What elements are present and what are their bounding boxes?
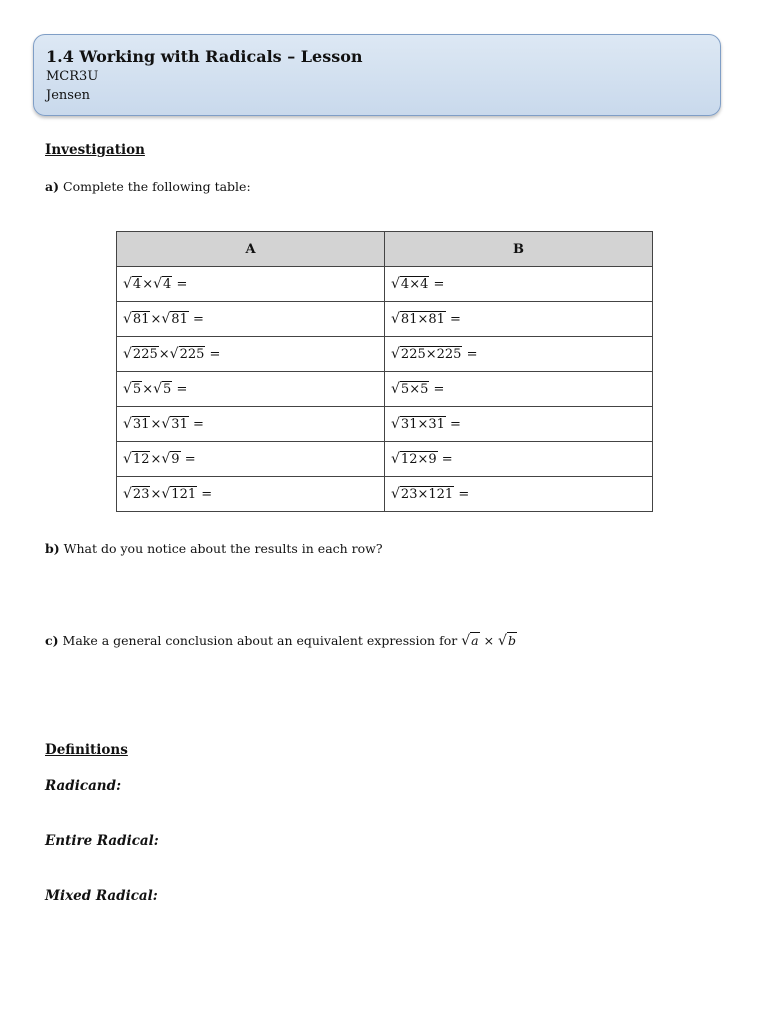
radical: √12×9: [391, 451, 437, 467]
cell-a: [117, 372, 385, 407]
radical: √225: [123, 346, 158, 362]
equals-symbol: =: [209, 347, 221, 362]
equals-symbol: =: [466, 347, 478, 362]
radical-b: √b: [498, 633, 516, 649]
equals-symbol: =: [433, 277, 445, 292]
cell-b: [385, 477, 653, 512]
definitions-heading: Definitions: [45, 742, 128, 758]
cell-b: [385, 302, 653, 337]
radical: √4: [123, 276, 142, 292]
radical: √81×81: [391, 311, 445, 327]
radicand: 225: [179, 347, 205, 362]
question-b-text: What do you notice about the results in each row?: [63, 541, 383, 556]
product-of-radicals: [123, 417, 204, 432]
general-expression: [461, 633, 517, 648]
times-symbol: ×: [158, 347, 170, 362]
radical: √225×225: [391, 346, 462, 362]
table-row: [117, 407, 653, 442]
radicand: 81: [171, 312, 188, 327]
radical: √81: [123, 311, 150, 327]
cell-a: [117, 442, 385, 477]
radicand: 121: [171, 487, 197, 502]
question-b-label: b): [45, 541, 60, 556]
radicand: 31: [171, 417, 188, 432]
equals-symbol: =: [192, 417, 204, 432]
radical: √31×31: [391, 416, 445, 432]
table-row: [117, 302, 653, 337]
definition-mixed-radical: Mixed Radical:: [45, 888, 158, 904]
radical: √5: [123, 381, 142, 397]
radical-of-product: [391, 312, 461, 327]
course-code: MCR3U: [46, 69, 99, 84]
cell-a: [117, 477, 385, 512]
radicand: 23: [132, 487, 150, 502]
radical: √31: [123, 416, 150, 432]
table-row: [117, 267, 653, 302]
radicand-b: b: [507, 633, 516, 648]
product-of-radicals: [123, 487, 212, 502]
radicand: 225×225: [400, 347, 462, 362]
radical-of-product: [391, 347, 478, 362]
radical-of-product: [391, 382, 444, 397]
product-of-radicals: [123, 277, 187, 292]
radical: √31: [161, 416, 188, 432]
radical: √225: [169, 346, 205, 362]
radicand: 4: [132, 277, 142, 292]
product-of-radicals: [123, 452, 196, 467]
product-of-radicals: [123, 347, 220, 362]
radicand-a: a: [471, 633, 479, 648]
question-c: [45, 633, 517, 649]
equals-symbol: =: [176, 277, 188, 292]
times-symbol: ×: [150, 417, 162, 432]
times-symbol: ×: [142, 382, 154, 397]
radicand: 81: [132, 312, 150, 327]
cell-a: [117, 407, 385, 442]
definition-entire-radical: Entire Radical:: [45, 833, 159, 849]
column-header-b: B: [385, 232, 653, 267]
investigation-heading: Investigation: [45, 142, 145, 158]
question-a-text: Complete the following table:: [63, 179, 251, 194]
cell-b: [385, 407, 653, 442]
radicand: 4×4: [400, 277, 429, 292]
radical: √5: [153, 381, 172, 397]
cell-a: [117, 267, 385, 302]
radicand: 23×121: [400, 487, 454, 502]
equals-symbol: =: [450, 312, 461, 327]
radical-of-product: [391, 487, 469, 502]
table-row: [117, 442, 653, 477]
equals-symbol: =: [433, 382, 445, 397]
times-symbol: ×: [483, 633, 495, 648]
product-of-radicals: [123, 382, 187, 397]
times-symbol: ×: [150, 312, 162, 327]
lesson-title: 1.4 Working with Radicals – Lesson: [46, 47, 363, 66]
equals-symbol: =: [192, 312, 204, 327]
radical-of-product: [391, 417, 461, 432]
table-body: [117, 267, 653, 512]
times-symbol: ×: [150, 452, 162, 467]
radicals-table: [116, 231, 653, 512]
cell-a: [117, 337, 385, 372]
radical-a: √a: [461, 633, 479, 649]
radicand: 31: [132, 417, 150, 432]
question-c-label: c): [45, 633, 59, 648]
times-symbol: ×: [142, 277, 154, 292]
radical-of-product: [391, 452, 453, 467]
definition-radicand: Radicand:: [45, 778, 122, 794]
teacher-name: Jensen: [46, 88, 91, 103]
lesson-header: [33, 34, 721, 116]
radicand: 4: [163, 277, 172, 292]
radical: √9: [161, 451, 180, 467]
cell-b: [385, 337, 653, 372]
cell-b: [385, 372, 653, 407]
cell-b: [385, 267, 653, 302]
radical-of-product: [391, 277, 444, 292]
radical: √81: [161, 311, 188, 327]
equals-symbol: =: [450, 417, 461, 432]
cell-b: [385, 442, 653, 477]
table-row: [117, 372, 653, 407]
equals-symbol: =: [184, 452, 196, 467]
question-a: [45, 179, 251, 194]
radicand: 81×81: [400, 312, 445, 327]
equals-symbol: =: [458, 487, 470, 502]
radical: √12: [123, 451, 150, 467]
radical: √5×5: [391, 381, 429, 397]
radicand: 225: [132, 347, 158, 362]
radicand: 12: [132, 452, 150, 467]
product-of-radicals: [123, 312, 204, 327]
table-row: [117, 477, 653, 512]
question-b: [45, 541, 383, 556]
radical: √121: [161, 486, 197, 502]
radicand: 5: [132, 382, 142, 397]
radical: √23×121: [391, 486, 454, 502]
radicand: 12×9: [400, 452, 437, 467]
equals-symbol: =: [176, 382, 188, 397]
radicand: 5×5: [400, 382, 429, 397]
radical: √4: [153, 276, 172, 292]
radical: √23: [123, 486, 150, 502]
times-symbol: ×: [150, 487, 162, 502]
cell-a: [117, 302, 385, 337]
equals-symbol: =: [441, 452, 453, 467]
column-header-a: A: [117, 232, 385, 267]
equals-symbol: =: [201, 487, 213, 502]
radicand: 5: [163, 382, 172, 397]
question-a-label: a): [45, 179, 60, 194]
radicand: 31×31: [400, 417, 445, 432]
question-c-text: Make a general conclusion about an equivalent expression for: [62, 633, 458, 648]
radical: √4×4: [391, 276, 429, 292]
radicand: 9: [171, 452, 180, 467]
table-row: [117, 337, 653, 372]
